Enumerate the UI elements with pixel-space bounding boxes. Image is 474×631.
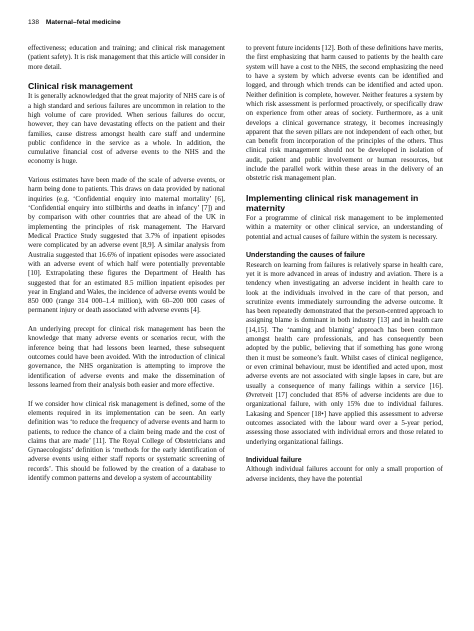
subsection-heading: Understanding the causes of failure bbox=[246, 252, 366, 260]
paragraph: An underlying precept for clinical risk management has been the knowledge that many adverse events or scenarios recur, with the inference being that had lessons been learned, these subsequent outcomes could have been avoided. With the introduction of clinical governance, the NHS organization is attempting to improve the identification of adverse events and make the dissemination of lessons learned from their analysis both easier and more effective. bbox=[28, 325, 225, 389]
page-number: 138 bbox=[28, 19, 40, 26]
paragraph: For a programme of clinical risk management to be implemented within a maternity or other clinical service, an understanding of potential and actual causes of failure within the system is necessary. bbox=[246, 214, 443, 241]
paragraph: effectiveness; education and training; and clinical risk management (patient safety). It is risk management that this article will consider in more detail. bbox=[28, 44, 225, 71]
paragraph: Although individual failures account for only a small proportion of adverse incidents, they have the potential bbox=[246, 465, 443, 483]
left-column bbox=[28, 44, 225, 483]
right-column bbox=[246, 44, 443, 484]
paragraph: If we consider how clinical risk management is defined, some of the elements required in its implementation can be seen. An early definition was ‘to reduce the frequency of adverse events and harm to patients, to reduce the chance of a claim being made and the cost of claims that are made’ [11]. The Royal College of Obstetricians and Gynaecologists’ definition is ‘methods for the early identification of adverse events using either staff reports or systematic screening of records’. This should be followed by the creation of a database to identify common patterns and develop a system of accountability bbox=[28, 399, 225, 483]
section-heading: Implementing clinical risk management in maternity bbox=[246, 193, 419, 213]
running-head bbox=[28, 19, 121, 26]
paragraph: Research on learning from failures is relatively sparse in health care, yet it is more advanced in areas of industry and aviation. There is a tendency when investigating an adverse incident in health care to look at the individuals involved in the care of that person, and scrutinize events immediately surrounding the adverse outcome. It has been repeatedly demonstrated that the person-centred approach to assigning blame is dominant in both industry [13] and in health care [14,15]. The ‘naming and blaming’ approach has been common amongst health care professionals, and has consequently been adopted by the public, believing that if something has gone wrong then it must be someone’s fault. Whilst cases of clinical negligence, or even criminal behaviour, must be identified and acted upon, most adverse events are not associated with single lapses in care, but are usually a consequence of many failings within a service [16]. Øvretveit [17] concluded that 85% of adverse incidents are due to organizational failure, with only 15% due to individual failures. Lakasing and Spencer [18•] have applied this assessment to adverse outcomes associated with the labour ward over a 5-year period, assessing those associated with individual errors and those related to underlying organizational failings. bbox=[246, 260, 443, 446]
paragraph: to prevent future incidents [12]. Both of these definitions have merits, the first emphasizing that harm caused to patients by the health care system will have a cost to the NHS, the second emphasizing the need to have a system by which adverse events can be identified and logged, and through which trends can be identified and acted upon. Neither definition is complete, however. Neither features a system by which risk assessment is performed proactively, or specifically draw on experience from other areas of society. Furthermore, as a unit develops a clinical governance strategy, it becomes increasingly apparent that the seven pillars are not independent of each other, but can benefit from incorporation of the principles of the others. Thus clinical risk management should not be developed in isolation of audit, patient and public involvement or human resources, but include the parallel work within these areas in the delivery of an obstetric risk management plan. bbox=[246, 44, 443, 183]
running-title: Maternal–fetal medicine bbox=[45, 19, 121, 26]
subsection-heading: Individual failure bbox=[246, 457, 302, 465]
paragraph: Various estimates have been made of the scale of adverse events, or harm being done to patients. This draws on data provided by national inquiries (e.g. ‘Confidential enquiry into maternal mortality’ [6], ‘Confidential enquiry into stillbirths and deaths in infancy’ [7]) and by comparison with other countries that are ahead of the UK in implementing the principles of risk management. The Harvard Medical Practice Study suggested that 3.7% of inpatient episodes were complicated by an adverse event [8,9]. A similar analysis from Australia suggested that 16.6% of inpatient episodes were associated with an adverse event of which half were potentially preventable [10]. Extrapolating these figures the Department of Health has suggested that for an estimated 8.5 million inpatient episodes per year in England and Wales, the incidence of adverse events would be 850 000 (range 314 000–1.4 million), with 60–200 000 cases of permanent injury or death associated with adverse events [4]. bbox=[28, 176, 225, 315]
section-heading: Clinical risk management bbox=[28, 81, 133, 92]
paragraph: It is generally acknowledged that the great majority of NHS care is of a high standard and serious failures are uncommon in relation to the high volume of care provided. When serious failures do occur, however, they can have devastating effects on the patient and their families, cause distress amongst health care staff and undermine public confidence in the service as a whole. In addition, the cumulative financial cost of adverse events to the NHS and the economy is huge. bbox=[28, 92, 225, 166]
